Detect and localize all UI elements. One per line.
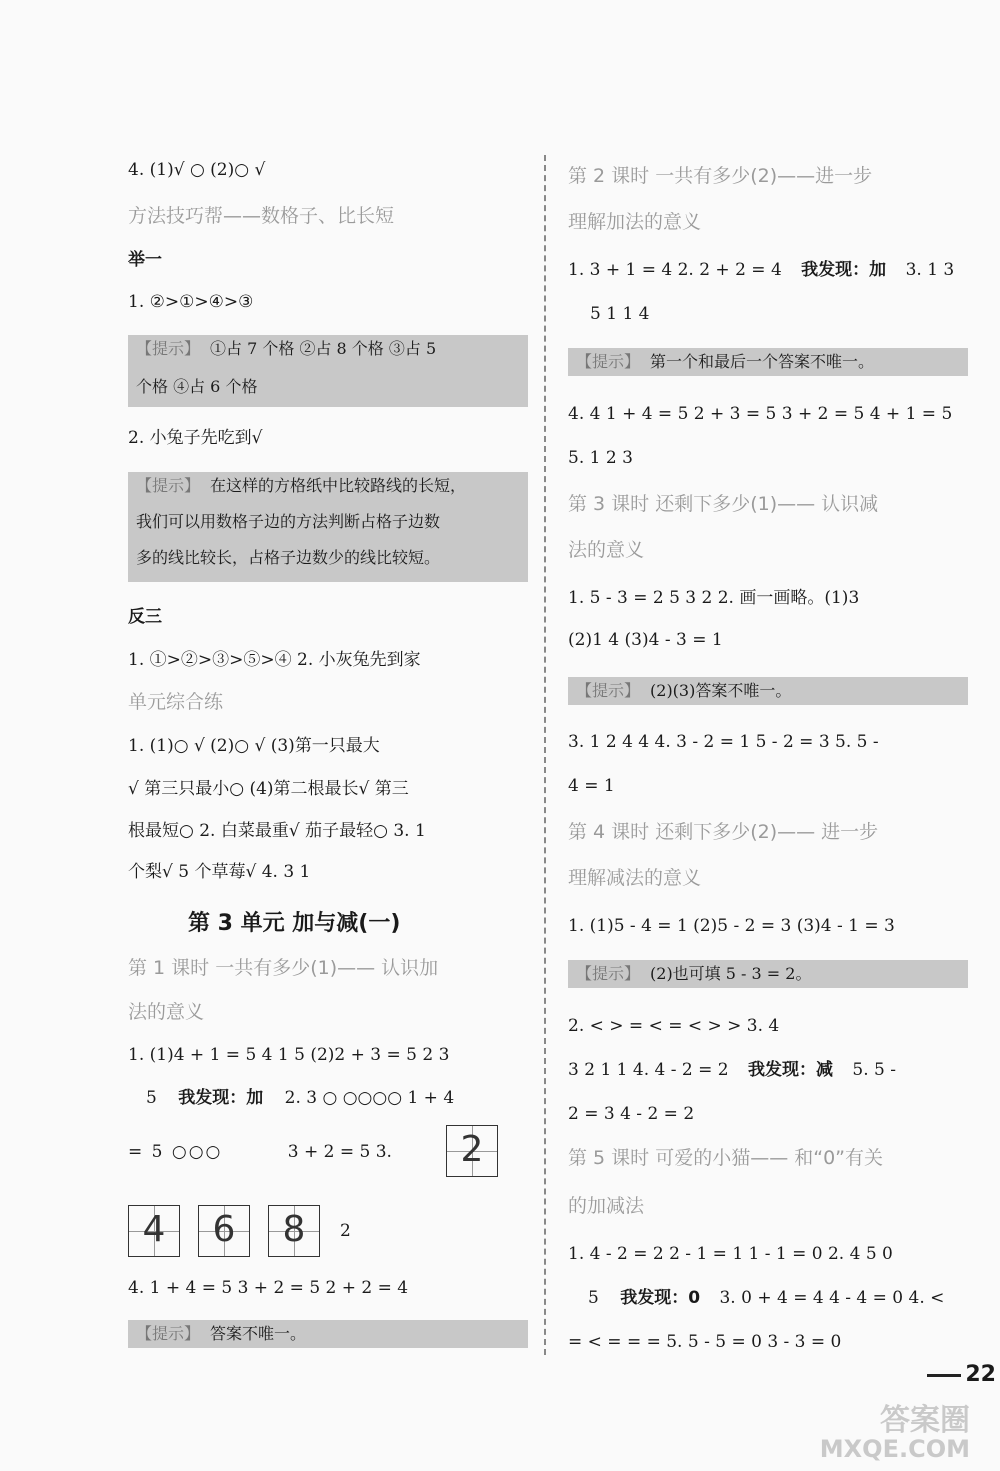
digit-4: 4 <box>142 1209 166 1250</box>
answer-line: 5 1 1 4 <box>590 304 650 324</box>
hint-text: 个格 ④占 6 个格 <box>136 377 258 396</box>
answer-line: 4. 1 + 4 = 5 3 + 2 = 5 2 + 2 = 4 <box>128 1278 409 1298</box>
answer-line <box>568 1286 944 1310</box>
answer-line: 4. 4 1 + 4 = 5 2 + 3 = 5 3 + 2 = 5 4 + 1 = 5 <box>568 404 953 424</box>
page-number: 22 <box>927 1362 996 1387</box>
hint-text: (2)也可填 5 - 3 = 2。 <box>650 964 812 983</box>
answer-line: √ 第三只最小○ (4)第二根最长√ 第三 <box>128 779 409 799</box>
answer-line: 2. < > = < = < > > 3. 4 <box>568 1016 780 1036</box>
hint-tag: 【提示】 <box>576 964 641 983</box>
hint-text: (2)(3)答案不唯一。 <box>650 681 792 700</box>
answer-text: 2. 3 ○ ○○○○ 1 + 4 <box>284 1088 455 1108</box>
column-divider <box>544 155 546 1355</box>
digit-writing-box <box>128 1205 180 1257</box>
hint-tag: 【提示】 <box>576 352 641 371</box>
section-heading: 方法技巧帮——数格子、比长短 <box>128 205 395 227</box>
answer-text: = 5 ○○○ <box>128 1142 223 1162</box>
answer-line: 根最短○ 2. 白菜最重√ 茄子最轻○ 3. 1 <box>128 821 426 841</box>
discovery-label: 我发现：减 <box>747 1060 833 1080</box>
answer-line: 1. ①>②>③>⑤>④ 2. 小灰兔先到家 <box>128 650 421 670</box>
hint-box <box>568 677 968 705</box>
hint-box <box>128 1320 528 1348</box>
hint-text: ①占 7 个格 ②占 8 个格 ③占 5 <box>210 339 437 358</box>
answer-text: 3. 1 3 <box>905 260 955 280</box>
answer-text: 5 <box>146 1088 157 1108</box>
discovery-label: 我发现：加 <box>178 1088 264 1108</box>
answer-line: (2)1 4 (3)4 - 3 = 1 <box>568 630 723 650</box>
hint-text: 在这样的方格纸中比较路线的长短， <box>210 476 467 495</box>
hint-text: 多的线比较长，占格子边数少的线比较短。 <box>136 548 441 567</box>
hint-box <box>568 348 968 376</box>
lesson-heading: 第 4 课时 还剩下多少(2)—— 进一步 <box>568 821 879 843</box>
discovery-label: 我发现：加 <box>801 260 887 280</box>
unit-title: 第 3 单元 加与减(一) <box>188 911 401 936</box>
answer-line: 1. (1)○ √ (2)○ √ (3)第一只最大 <box>128 736 380 756</box>
watermark-url: MXQE.COM <box>819 1435 970 1463</box>
lesson-heading: 法的意义 <box>128 1001 205 1023</box>
answer-line: 1. (1)4 + 1 = 5 4 1 5 (2)2 + 3 = 5 2 3 <box>128 1045 450 1065</box>
answer-line <box>128 1086 454 1110</box>
hint-tag: 【提示】 <box>576 681 641 700</box>
answer-text: 3 + 2 = 5 3. <box>287 1142 392 1162</box>
hint-text: 答案不唯一。 <box>210 1324 307 1343</box>
hint-text: 第一个和最后一个答案不唯一。 <box>650 352 875 371</box>
answer-line: 4 = 1 <box>568 776 615 796</box>
answer-line: 1. 5 - 3 = 2 5 3 2 2. 画一画略。(1)3 <box>568 588 860 608</box>
answer-text: 3. 0 + 4 = 4 4 - 4 = 0 4. < <box>719 1288 945 1308</box>
answer-text: 1. 3 + 1 = 4 2. 2 + 2 = 4 <box>568 260 782 280</box>
answer-line: 2 <box>340 1221 351 1241</box>
digit-6: 6 <box>212 1209 236 1250</box>
answer-line: 4. (1)√ ○ (2)○ √ <box>128 160 266 180</box>
watermark-logo: 答案圈 <box>880 1403 970 1438</box>
hint-tag: 【提示】 <box>136 476 201 495</box>
lesson-heading: 第 3 课时 还剩下多少(1)—— 认识减 <box>568 493 879 515</box>
lesson-heading: 法的意义 <box>568 539 645 561</box>
answer-line <box>128 1140 392 1164</box>
answer-line: 2 = 3 4 - 2 = 2 <box>568 1104 695 1124</box>
answer-line: 1. (1)5 - 4 = 1 (2)5 - 2 = 3 (3)4 - 1 = 3 <box>568 916 895 936</box>
section-heading: 举一 <box>128 250 162 270</box>
answer-line: 个梨√ 5 个草莓√ 4. 3 1 <box>128 862 311 882</box>
digit-writing-box <box>446 1125 498 1177</box>
answer-line <box>568 258 954 282</box>
hint-tag: 【提示】 <box>136 1324 201 1343</box>
lesson-heading: 第 2 课时 一共有多少(2)——进一步 <box>568 165 873 187</box>
hint-text: 我们可以用数格子边的方法判断占格子边数 <box>136 512 441 531</box>
hint-box <box>128 335 528 407</box>
lesson-heading: 理解减法的意义 <box>568 867 702 889</box>
discovery-label: 我发现：0 <box>620 1288 701 1308</box>
hint-box <box>568 960 968 988</box>
answer-line: 1. 4 - 2 = 2 2 - 1 = 1 1 - 1 = 0 2. 4 5 0 <box>568 1244 893 1264</box>
lesson-heading: 理解加法的意义 <box>568 211 702 233</box>
section-heading: 反三 <box>128 607 162 627</box>
answer-line: 2. 小兔子先吃到√ <box>128 428 263 448</box>
lesson-heading: 第 1 课时 一共有多少(1)—— 认识加 <box>128 957 439 979</box>
digit-writing-box <box>268 1205 320 1257</box>
answer-text: 3 2 1 1 4. 4 - 2 = 2 <box>568 1060 729 1080</box>
lesson-heading: 第 5 课时 可爱的小猫—— 和“0”有关 <box>568 1147 884 1169</box>
section-heading: 单元综合练 <box>128 691 224 713</box>
digit-8: 8 <box>282 1209 306 1250</box>
digit-2: 2 <box>460 1129 484 1170</box>
answer-text: 5 <box>588 1288 599 1308</box>
digit-writing-box <box>198 1205 250 1257</box>
answer-line <box>568 1058 896 1082</box>
answer-line: 1. ②>①>④>③ <box>128 292 254 312</box>
lesson-heading: 的加减法 <box>568 1195 645 1217</box>
answer-line: = < = = = 5. 5 - 5 = 0 3 - 3 = 0 <box>568 1332 842 1352</box>
answer-text: 5. 5 - <box>852 1060 896 1080</box>
hint-box <box>128 472 528 582</box>
answer-line: 5. 1 2 3 <box>568 448 633 468</box>
answer-line: 3. 1 2 4 4 4. 3 - 2 = 1 5 - 2 = 3 5. 5 - <box>568 732 879 752</box>
hint-tag: 【提示】 <box>136 339 201 358</box>
